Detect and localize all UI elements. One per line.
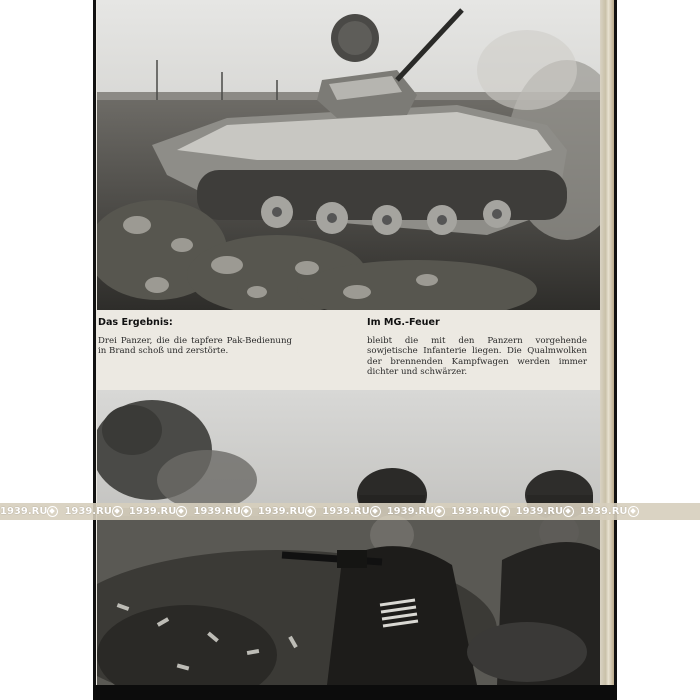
watermark-item bbox=[387, 506, 447, 517]
watermark-text: 1939.RU bbox=[386, 506, 435, 517]
watermark-text: 1939.RU bbox=[257, 506, 306, 517]
watermark-text: 1939.RU bbox=[0, 506, 48, 517]
caption-left-text: Drei Panzer, die die tapfere Pak-Bedienung in Brand schoß und zerstörte. bbox=[98, 335, 292, 356]
star-circle-icon bbox=[176, 506, 187, 517]
star-circle-icon bbox=[370, 506, 381, 517]
star-circle-icon bbox=[499, 506, 510, 517]
watermark-text: 1939.RU bbox=[128, 506, 177, 517]
watermark-item bbox=[516, 506, 576, 517]
book-bottom-edge bbox=[93, 685, 617, 700]
star-circle-icon bbox=[47, 506, 58, 517]
watermark-text: 1939.RU bbox=[322, 506, 370, 517]
watermark-item bbox=[451, 506, 511, 517]
caption-right-title: Im MG.-Feuer bbox=[367, 317, 440, 328]
star-circle-icon bbox=[434, 506, 445, 517]
photo-mg-crew bbox=[97, 390, 600, 685]
watermark-band bbox=[0, 503, 700, 520]
caption-left bbox=[98, 318, 292, 357]
star-circle-icon bbox=[241, 506, 252, 517]
caption-right-text: bleibt die mit den Panzern vorgehende sowjetische Infanterie liegen. Die Qualmwolken der brennenden Kampfwagen werden immer dichter und schwärzer. bbox=[367, 335, 587, 377]
watermark-text: 1939.RU bbox=[515, 506, 564, 517]
watermark-item bbox=[580, 506, 640, 517]
watermark-item bbox=[0, 506, 60, 517]
watermark-text: 1939.RU bbox=[64, 506, 112, 517]
star-circle-icon bbox=[112, 506, 123, 517]
star-circle-icon bbox=[628, 506, 639, 517]
caption-left-title: Das Ergebnis: bbox=[98, 317, 173, 328]
watermark-item bbox=[258, 506, 318, 517]
watermark-text: 1939.RU bbox=[580, 506, 628, 517]
watermark-text: 1939.RU bbox=[193, 506, 241, 517]
star-circle-icon bbox=[563, 506, 574, 517]
caption-right bbox=[367, 318, 587, 378]
page-edge bbox=[600, 0, 614, 700]
watermark-text: 1939.RU bbox=[451, 506, 499, 517]
watermark-item bbox=[64, 506, 124, 517]
photo-tank bbox=[97, 0, 600, 310]
watermark-item bbox=[322, 506, 382, 517]
star-circle-icon bbox=[305, 506, 316, 517]
watermark-item bbox=[129, 506, 189, 517]
watermark-item bbox=[193, 506, 253, 517]
